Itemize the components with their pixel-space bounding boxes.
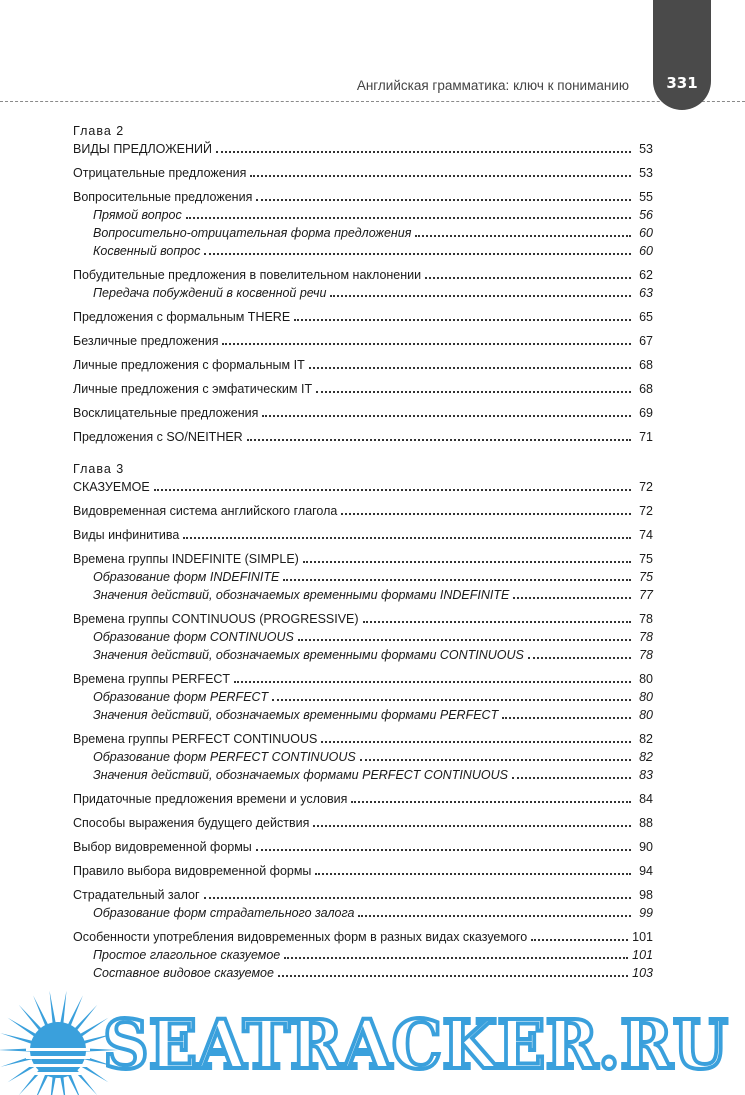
dot-leader bbox=[513, 597, 631, 599]
toc-entry[interactable] bbox=[73, 790, 653, 808]
entry-page-number: 75 bbox=[639, 552, 653, 566]
toc-entry[interactable] bbox=[73, 886, 653, 904]
entry-title: Безличные предложения bbox=[73, 334, 219, 348]
dot-leader bbox=[313, 825, 631, 827]
dot-leader bbox=[234, 681, 631, 683]
page-number: 331 bbox=[666, 74, 698, 92]
toc-group bbox=[73, 380, 653, 398]
toc-subentry[interactable] bbox=[73, 706, 653, 724]
toc-group bbox=[73, 188, 653, 260]
entry-title: Придаточные предложения времени и условия bbox=[73, 792, 348, 806]
entry-page-number: 80 bbox=[639, 690, 653, 704]
toc-group bbox=[73, 610, 653, 664]
entry-title: Вопросительно-отрицательная форма предложения bbox=[93, 226, 412, 240]
toc-entry[interactable] bbox=[73, 478, 653, 496]
entry-page-number: 53 bbox=[639, 142, 653, 156]
toc-entry[interactable] bbox=[73, 526, 653, 544]
toc-group bbox=[73, 308, 653, 326]
entry-title: Побудительные предложения в повелительном наклонении bbox=[73, 268, 422, 282]
toc-subentry[interactable] bbox=[73, 646, 653, 664]
dot-leader bbox=[154, 489, 631, 491]
entry-page-number: 68 bbox=[639, 382, 653, 396]
watermark-text: SEATRACKER.RU bbox=[103, 1005, 728, 1084]
entry-page-number: 78 bbox=[639, 630, 653, 644]
entry-page-number: 62 bbox=[639, 268, 653, 282]
dot-leader bbox=[341, 513, 631, 515]
dot-leader bbox=[363, 621, 631, 623]
toc-entry[interactable] bbox=[73, 332, 653, 350]
toc-group bbox=[73, 928, 653, 982]
entry-title: Образование форм CONTINUOUS bbox=[93, 630, 294, 644]
sun-logo-icon bbox=[0, 991, 118, 1095]
chapter-gap bbox=[73, 452, 653, 460]
dot-leader bbox=[512, 777, 631, 779]
entry-page-number: 80 bbox=[639, 708, 653, 722]
entry-page-number: 94 bbox=[639, 864, 653, 878]
entry-page-number: 90 bbox=[639, 840, 653, 854]
entry-page-number: 63 bbox=[639, 286, 653, 300]
entry-page-number: 55 bbox=[639, 190, 653, 204]
entry-page-number: 82 bbox=[639, 750, 653, 764]
toc-entry[interactable] bbox=[73, 308, 653, 326]
entry-title: Косвенный вопрос bbox=[93, 244, 201, 258]
entry-title: Образование форм PERFECT CONTINUOUS bbox=[93, 750, 356, 764]
book-title: Английская грамматика: ключ к пониманию bbox=[356, 78, 629, 93]
entry-page-number: 103 bbox=[632, 966, 653, 980]
entry-page-number: 83 bbox=[639, 768, 653, 782]
header-divider bbox=[0, 101, 745, 102]
entry-page-number: 60 bbox=[639, 244, 653, 258]
entry-title: СКАЗУЕМОЕ bbox=[73, 480, 150, 494]
entry-title: Времена группы PERFECT CONTINUOUS bbox=[73, 732, 318, 746]
toc-group bbox=[73, 550, 653, 604]
toc-subentry[interactable] bbox=[73, 946, 653, 964]
entry-title: Значения действий, обозначаемых формами PERFECT CONTINUOUS bbox=[93, 768, 508, 782]
dot-leader bbox=[303, 561, 631, 563]
dot-leader bbox=[272, 699, 631, 701]
dot-leader bbox=[222, 343, 631, 345]
entry-title: Правило выбора видовременной формы bbox=[73, 864, 312, 878]
toc-entry[interactable] bbox=[73, 188, 653, 206]
entry-title: Составное видовое сказуемое bbox=[93, 966, 274, 980]
toc-group bbox=[73, 356, 653, 374]
entry-page-number: 82 bbox=[639, 732, 653, 746]
entry-title: Образование форм INDEFINITE bbox=[93, 570, 280, 584]
entry-title: Особенности употребления видовременных форм в разных видах сказуемого bbox=[73, 930, 528, 944]
toc-entry[interactable] bbox=[73, 610, 653, 628]
entry-page-number: 68 bbox=[639, 358, 653, 372]
table-of-contents bbox=[73, 122, 653, 988]
dot-leader bbox=[316, 391, 631, 393]
entry-title: Времена группы CONTINUOUS (PROGRESSIVE) bbox=[73, 612, 359, 626]
dot-leader bbox=[528, 657, 631, 659]
entry-page-number: 78 bbox=[639, 612, 653, 626]
entry-page-number: 99 bbox=[639, 906, 653, 920]
dot-leader bbox=[309, 367, 631, 369]
toc-subentry[interactable] bbox=[73, 586, 653, 604]
toc-subentry[interactable] bbox=[73, 688, 653, 706]
entry-title: Личные предложения с эмфатическим IT bbox=[73, 382, 313, 396]
dot-leader bbox=[531, 939, 628, 941]
dot-leader bbox=[262, 415, 631, 417]
dot-leader bbox=[321, 741, 631, 743]
toc-group bbox=[73, 670, 653, 724]
dot-leader bbox=[278, 975, 628, 977]
dot-leader bbox=[294, 319, 631, 321]
toc-entry[interactable] bbox=[73, 502, 653, 520]
dot-leader bbox=[298, 639, 631, 641]
entry-title: Видовременная система английского глагола bbox=[73, 504, 338, 518]
toc-group bbox=[73, 266, 653, 302]
toc-group bbox=[73, 478, 653, 496]
toc-group bbox=[73, 838, 653, 856]
page-number-tab bbox=[653, 0, 711, 110]
dot-leader bbox=[204, 253, 631, 255]
chapter-label: Глава 3 bbox=[73, 462, 125, 476]
entry-title: Значения действий, обозначаемых временными формами INDEFINITE bbox=[93, 588, 510, 602]
entry-page-number: 78 bbox=[639, 648, 653, 662]
entry-page-number: 65 bbox=[639, 310, 653, 324]
entry-title: Личные предложения с формальным IT bbox=[73, 358, 305, 372]
entry-page-number: 53 bbox=[639, 166, 653, 180]
toc-entry[interactable] bbox=[73, 814, 653, 832]
dot-leader bbox=[358, 915, 631, 917]
toc-group bbox=[73, 886, 653, 922]
entry-page-number: 72 bbox=[639, 480, 653, 494]
dot-leader bbox=[284, 957, 628, 959]
toc-group bbox=[73, 428, 653, 446]
chapter-label: Глава 2 bbox=[73, 124, 125, 138]
toc-entry[interactable] bbox=[73, 380, 653, 398]
toc-entry[interactable] bbox=[73, 164, 653, 182]
toc-group bbox=[73, 140, 653, 158]
toc-group bbox=[73, 164, 653, 182]
toc-group bbox=[73, 404, 653, 422]
entry-page-number: 71 bbox=[639, 430, 653, 444]
entry-page-number: 67 bbox=[639, 334, 653, 348]
toc-group bbox=[73, 790, 653, 808]
toc-entry[interactable] bbox=[73, 730, 653, 748]
dot-leader bbox=[425, 277, 631, 279]
toc-subentry[interactable] bbox=[73, 628, 653, 646]
entry-page-number: 80 bbox=[639, 672, 653, 686]
dot-leader bbox=[360, 759, 631, 761]
entry-page-number: 75 bbox=[639, 570, 653, 584]
entry-page-number: 101 bbox=[632, 948, 653, 962]
dot-leader bbox=[502, 717, 631, 719]
toc-entry[interactable] bbox=[73, 266, 653, 284]
dot-leader bbox=[250, 175, 631, 177]
entry-title: Отрицательные предложения bbox=[73, 166, 247, 180]
toc-group bbox=[73, 862, 653, 880]
dot-leader bbox=[315, 873, 631, 875]
entry-page-number: 101 bbox=[632, 930, 653, 944]
toc-entry[interactable] bbox=[73, 404, 653, 422]
toc-entry[interactable] bbox=[73, 428, 653, 446]
chapter-section bbox=[73, 460, 653, 982]
toc-entry[interactable] bbox=[73, 550, 653, 568]
toc-entry[interactable] bbox=[73, 356, 653, 374]
dot-leader bbox=[186, 217, 631, 219]
dot-leader bbox=[247, 439, 631, 441]
toc-group bbox=[73, 730, 653, 784]
toc-group bbox=[73, 332, 653, 350]
entry-page-number: 84 bbox=[639, 792, 653, 806]
entry-page-number: 56 bbox=[639, 208, 653, 222]
entry-page-number: 72 bbox=[639, 504, 653, 518]
entry-page-number: 77 bbox=[639, 588, 653, 602]
dot-leader bbox=[330, 295, 631, 297]
entry-title: Простое глагольное сказуемое bbox=[93, 948, 281, 962]
toc-entry[interactable] bbox=[73, 670, 653, 688]
entry-title: Образование форм PERFECT bbox=[93, 690, 269, 704]
toc-subentry[interactable] bbox=[73, 206, 653, 224]
dot-leader bbox=[351, 801, 631, 803]
entry-title: ВИДЫ ПРЕДЛОЖЕНИЙ bbox=[73, 142, 212, 156]
entry-title: Значения действий, обозначаемых временными формами CONTINUOUS bbox=[93, 648, 524, 662]
entry-page-number: 98 bbox=[639, 888, 653, 902]
chapter-section bbox=[73, 122, 653, 446]
toc-entry[interactable] bbox=[73, 838, 653, 856]
entry-page-number: 60 bbox=[639, 226, 653, 240]
entry-title: Способы выражения будущего действия bbox=[73, 816, 310, 830]
entry-title: Виды инфинитива bbox=[73, 528, 180, 542]
entry-title: Образование форм страдательного залога bbox=[93, 906, 355, 920]
toc-subentry[interactable] bbox=[73, 224, 653, 242]
toc-group bbox=[73, 814, 653, 832]
toc-entry[interactable] bbox=[73, 140, 653, 158]
entry-title: Восклицательные предложения bbox=[73, 406, 259, 420]
entry-title: Предложения с формальным THERE bbox=[73, 310, 291, 324]
entry-title: Выбор видовременной формы bbox=[73, 840, 252, 854]
entry-title: Предложения с SO/NEITHER bbox=[73, 430, 243, 444]
toc-subentry[interactable] bbox=[73, 284, 653, 302]
dot-leader bbox=[183, 537, 631, 539]
toc-subentry[interactable] bbox=[73, 748, 653, 766]
entry-page-number: 88 bbox=[639, 816, 653, 830]
entry-title: Прямой вопрос bbox=[93, 208, 182, 222]
toc-group bbox=[73, 526, 653, 544]
entry-page-number: 69 bbox=[639, 406, 653, 420]
toc-subentry[interactable] bbox=[73, 766, 653, 784]
toc-subentry[interactable] bbox=[73, 242, 653, 260]
dot-leader bbox=[256, 849, 631, 851]
dot-leader bbox=[216, 151, 631, 153]
dot-leader bbox=[256, 199, 631, 201]
entry-title: Страдательный залог bbox=[73, 888, 200, 902]
dot-leader bbox=[415, 235, 631, 237]
toc-group bbox=[73, 502, 653, 520]
entry-page-number: 74 bbox=[639, 528, 653, 542]
dot-leader bbox=[204, 897, 631, 899]
toc-entry[interactable] bbox=[73, 862, 653, 880]
entry-title: Вопросительные предложения bbox=[73, 190, 253, 204]
toc-subentry[interactable] bbox=[73, 904, 653, 922]
entry-title: Передача побуждений в косвенной речи bbox=[93, 286, 327, 300]
dot-leader bbox=[283, 579, 631, 581]
entry-title: Времена группы PERFECT bbox=[73, 672, 231, 686]
toc-subentry[interactable] bbox=[73, 568, 653, 586]
watermark bbox=[0, 980, 745, 1095]
entry-title: Значения действий, обозначаемых временными формами PERFECT bbox=[93, 708, 499, 722]
entry-title: Времена группы INDEFINITE (SIMPLE) bbox=[73, 552, 299, 566]
toc-entry[interactable] bbox=[73, 928, 653, 946]
